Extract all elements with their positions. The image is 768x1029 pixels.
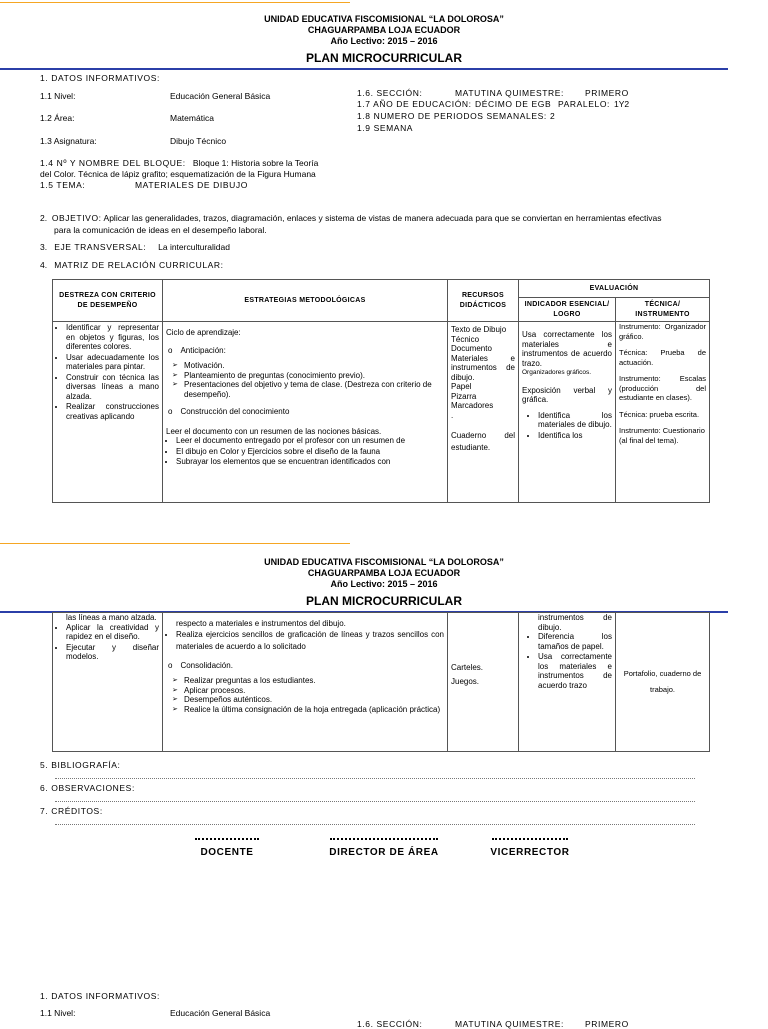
matriz-table-continued (52, 612, 710, 752)
datos-heading: 1. DATOS INFORMATIVOS: (40, 73, 160, 83)
signature-docente: DOCENTE (200, 847, 254, 858)
matriz-line (40, 260, 224, 270)
area-label: 1.2 Área: (40, 113, 75, 123)
asignatura-value: Dibujo Técnico (170, 136, 227, 146)
list-item: • Diferencia los tamaños de papel. (538, 632, 612, 651)
leer-text: Leer el documento con un resumen de las nociones básicas. (166, 426, 382, 436)
tema-label: 1.5 TEMA: (40, 180, 86, 190)
recurso-cuaderno: Cuaderno del estudiante. (451, 431, 515, 452)
indicador-cell (519, 322, 616, 503)
creditos-line (55, 823, 695, 825)
indicador-text: Exposición verbal y gráfica. (522, 385, 612, 404)
list-item: ➢ Planteamiento de preguntas (conocimiento previo). (184, 371, 444, 381)
header-indicador: INDICADOR ESENCIAL/ LOGRO (519, 298, 616, 322)
tecnica-text: Instrumento: Organizador gráfico. (619, 322, 707, 341)
indicador-text: Usa correctamente los materiales e instrumentos de acuerdo trazo. (522, 330, 612, 368)
plan-title: PLAN MICROCURRICULAR (306, 51, 462, 65)
bloque-line (40, 158, 318, 168)
objetivo-label: OBJETIVO: (51, 213, 102, 223)
list-item: • Realizar construcciones creativas aplicando (66, 402, 159, 421)
destreza-continued: las líneas a mano alzada. (66, 613, 157, 622)
indicador-text: Organizadores gráficos. (522, 369, 592, 376)
paralelo-value: 1Y2 (614, 99, 630, 109)
header-tecnica: TÉCNICA/ INSTRUMENTO (616, 298, 710, 322)
nivel-value: Educación General Básica (170, 91, 271, 101)
tema-value: MATERIALES DE DIBUJO (135, 180, 248, 190)
anio-label: 1.7 AÑO DE EDUCACIÓN: (357, 99, 472, 109)
list-item: ➢ Realice la última consignación de la hoja entregada (aplicación práctica) (184, 705, 444, 715)
list-item: • El dibujo en Color y Ejercicios sobre el diseño de la fauna (176, 447, 444, 457)
tecnica-text: Técnica: prueba escrita. (619, 409, 700, 419)
bloque-label: 1.4 Nº Y NOMBRE DEL BLOQUE: (40, 158, 186, 168)
periodos-label: 1.8 NUMERO DE PERIODOS SEMANALES: (357, 111, 547, 121)
list-item: • Identifica los materiales de dibujo. (538, 411, 612, 430)
tecnica-cell (616, 322, 710, 503)
bloque-line2: del Color. Técnica de lápiz grafito; esquematización de la Figura Humana (40, 169, 316, 179)
quimestre-value: PRIMERO (585, 88, 629, 98)
seccion-value: MATUTINA QUIMESTRE: (455, 88, 564, 98)
matriz-table (52, 279, 710, 503)
observaciones-line (55, 800, 695, 802)
school-name: UNIDAD EDUCATIVA FISCOMISIONAL “LA DOLOROSA” (264, 14, 504, 24)
header-estrategias: ESTRATEGIAS METODOLÓGICAS (163, 280, 448, 322)
recurso: Juegos. (451, 677, 480, 686)
school-year-p2: Año Lectivo: 2015 – 2016 (330, 579, 438, 589)
plan-title-p2: PLAN MICROCURRICULAR (306, 594, 462, 608)
school-year: Año Lectivo: 2015 – 2016 (330, 36, 438, 46)
anio-value: DÉCIMO DE EGB (475, 99, 552, 109)
list-item: • Construir con técnica las diversas líneas a mano alzada. (66, 373, 159, 402)
recurso: Texto de Dibujo Técnico (451, 325, 507, 344)
list-item: ➢ Presentaciones del objetivo y tema de clase. (Destreza con criterio de desempeño). (184, 380, 444, 399)
creditos-heading: 7. CRÉDITOS: (40, 806, 103, 816)
recurso: Pizarra (451, 391, 477, 401)
list-item: • Ejecutar y diseñar modelos. (66, 643, 159, 662)
list-item: ➢ Desempeños auténticos. (184, 695, 444, 705)
signature-line-vicerrector (492, 838, 568, 840)
ciclo-label: Ciclo de aprendizaje: (166, 328, 241, 337)
school-name-p2: UNIDAD EDUCATIVA FISCOMISIONAL “LA DOLOROSA” (264, 557, 504, 567)
seccion-label-p3: 1.6. SECCIÓN: (357, 1019, 423, 1029)
tecnica-text: Instrumento: Escalas (producción del estudiante en clases). (619, 374, 707, 402)
seccion-value-p3: MATUTINA QUIMESTRE: (455, 1019, 564, 1029)
datos-heading-p3: 1. DATOS INFORMATIVOS: (40, 991, 160, 1001)
eje-value: La interculturalidad (158, 242, 230, 252)
periodos-value: 2 (550, 111, 555, 121)
objetivo-text: Aplicar las generalidades, trazos, diagramación, enlaces y sistema de vistas de manera adecuada para que se conviertan en herramientas efectivas (103, 213, 662, 223)
school-location: CHAGUARPAMBA LOJA ECUADOR (307, 25, 461, 35)
indicador-continued: instrumentos de dibujo. (538, 613, 612, 632)
list-item: • Realiza ejercicios sencillos de graficación de líneas y trazos sencillos con materiales de acuerdo a lo solicitado (176, 629, 444, 653)
list-item: ➢ Realizar preguntas a los estudiantes. (184, 676, 444, 686)
list-item: • Usa correctamente los materiales e instrumentos de acuerdo trazo (538, 652, 612, 690)
bloque-value: Bloque 1: Historia sobre la Teoría (192, 158, 319, 168)
estrategias-cell-p2 (163, 613, 448, 752)
page-top-rule (0, 2, 350, 3)
eje-line (40, 242, 230, 252)
semana-label: 1.9 SEMANA (357, 123, 414, 133)
list-item: • Identificar y representar en objetos y figuras, los diferentes colores. (66, 323, 159, 352)
recurso: Materiales e instrumentos de dibujo. (451, 353, 515, 382)
recurso: Carteles. (451, 663, 484, 672)
destreza-cell (53, 322, 163, 503)
nivel-label-p3: 1.1 Nivel: (40, 1008, 76, 1018)
construccion-label: o Construcción del conocimiento (166, 407, 444, 417)
recurso: Marcadores (451, 401, 494, 410)
list-item: ➢ Aplicar procesos. (184, 686, 444, 696)
quimestre-value-p3: PRIMERO (585, 1019, 629, 1029)
nivel-label: 1.1 Nivel: (40, 91, 76, 101)
area-value: Matemática (170, 113, 214, 123)
list-item: • Leer el documento entregado por el profesor con un resumen de (176, 436, 444, 446)
matriz-label: MATRIZ DE RELACIÓN CURRICULAR: (54, 260, 224, 270)
objetivo-line1 (40, 213, 662, 223)
header-evaluacion: EVALUACIÓN (519, 280, 710, 298)
matriz-num: 4. (40, 260, 48, 270)
objetivo-line2: para la comunicación de ideas en el desempeño laboral. (54, 225, 267, 235)
eje-label: EJE TRANSVERSAL: (54, 242, 147, 252)
destreza-cell-p2 (53, 613, 163, 752)
anticipacion-label: o Anticipación: (166, 346, 444, 356)
list-item: ➢ Motivación. (184, 361, 444, 371)
header-destreza: DESTREZA CON CRITERIO DE DESEMPEÑO (53, 280, 163, 322)
observaciones-heading: 6. OBSERVACIONES: (40, 783, 135, 793)
estrategias-continued: respecto a materiales e instrumentos del dibujo. (176, 619, 346, 628)
tecnica-text: Instrumento: Cuestionario (al final del tema). (619, 426, 705, 445)
header-recursos: RECURSOS DIDÁCTICOS (448, 280, 519, 322)
bibliografia-line (55, 777, 695, 779)
signature-director: DIRECTOR DE ÁREA (329, 847, 439, 858)
indicador-cell-p2 (519, 613, 616, 752)
asignatura-label: 1.3 Asignatura: (40, 136, 97, 146)
consolidacion-label: o Consolidación. (166, 661, 444, 671)
bibliografia-heading: 5. BIBLIOGRAFÍA: (40, 760, 121, 770)
recurso: . (451, 410, 454, 420)
signature-line-director (330, 838, 438, 840)
nivel-value-p3: Educación General Básica (170, 1008, 271, 1018)
recurso: Papel (451, 382, 472, 391)
school-location-p2: CHAGUARPAMBA LOJA ECUADOR (307, 568, 461, 578)
tecnica-text: Portafolio, cuaderno de trabajo. (623, 669, 702, 694)
list-item: • Subrayar los elementos que se encuentran identificados con (176, 457, 444, 467)
list-item: • Usar adecuadamente los materiales para pintar. (66, 353, 159, 372)
page2-top-rule (0, 543, 350, 544)
signature-line-docente (195, 838, 259, 840)
tecnica-cell-p2 (616, 613, 710, 752)
seccion-label: 1.6. SECCIÓN: (357, 88, 423, 98)
estrategias-cell (163, 322, 448, 503)
list-item: • Identifica los (538, 431, 612, 441)
header-rule (0, 68, 728, 70)
signature-vicerrector: VICERRECTOR (490, 847, 570, 858)
tecnica-text: Técnica: Prueba de actuación. (619, 348, 707, 367)
recursos-cell (448, 322, 519, 503)
recurso: Documento (451, 344, 492, 353)
list-item: • Aplicar la creatividad y rapidez en el diseño. (66, 623, 159, 642)
objetivo-num: 2. (40, 213, 48, 223)
paralelo-label: PARALELO: (558, 99, 611, 109)
eje-num: 3. (40, 242, 48, 252)
recursos-cell-p2 (448, 613, 519, 752)
